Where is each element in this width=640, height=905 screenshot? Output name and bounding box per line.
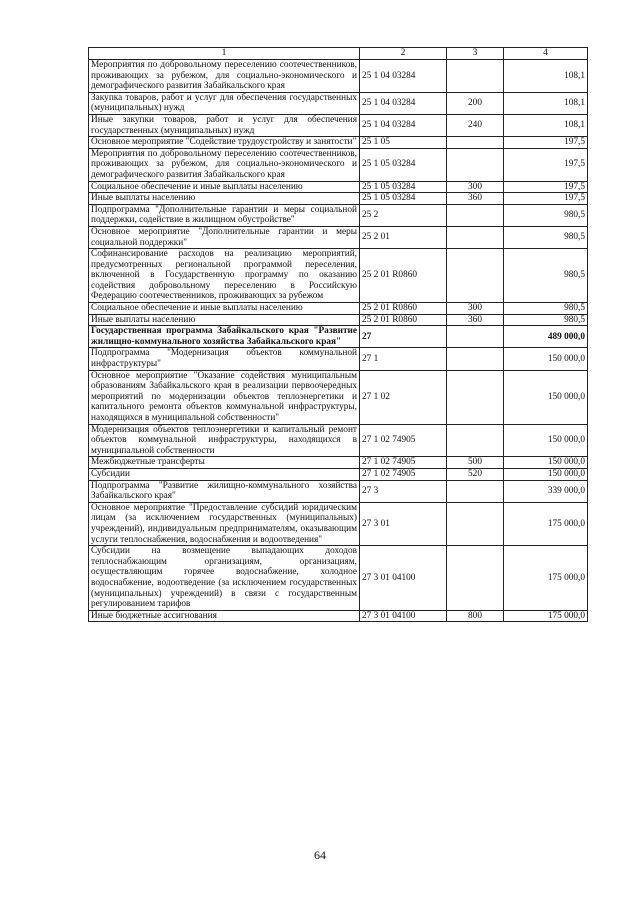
row-sum-cell: 150 000,0 [504, 424, 588, 457]
row-expense-type-cell [447, 148, 504, 181]
row-name-cell: Подпрограмма "Дополнительные гарантии и меры социальной поддержки, содействие в жилищном обустройстве" [89, 204, 360, 226]
table-row [89, 348, 588, 370]
row-expense-type-cell: 300 [447, 181, 504, 193]
row-expense-type-cell [447, 326, 504, 348]
row-name-cell: Иные выплаты населению [89, 314, 360, 326]
table-row [89, 249, 588, 303]
row-expense-type-cell [447, 249, 504, 303]
row-code-cell: 25 2 01 R0860 [360, 314, 447, 326]
row-expense-type-cell [447, 348, 504, 370]
row-sum-cell: 489 000,0 [504, 326, 588, 348]
row-expense-type-cell [447, 502, 504, 545]
table-row [89, 181, 588, 193]
row-sum-cell: 108,1 [504, 60, 588, 93]
header-col-2: 2 [360, 48, 447, 60]
row-expense-type-cell: 360 [447, 193, 504, 205]
row-expense-type-cell: 520 [447, 468, 504, 480]
table-row [89, 226, 588, 248]
row-expense-type-cell: 800 [447, 610, 504, 622]
row-code-cell: 27 1 [360, 348, 447, 370]
row-expense-type-cell [447, 546, 504, 611]
row-name-cell: Иные бюджетные ассигнования [89, 610, 360, 622]
row-code-cell: 25 1 04 03284 [360, 60, 447, 93]
row-name-cell: Модернизация объектов теплоэнергетики и капитальный ремонт объектов коммунальной инфраструктуры, находящихся в муниципальной собственности [89, 424, 360, 457]
table-row [89, 370, 588, 424]
table-row [89, 468, 588, 480]
row-sum-cell: 150 000,0 [504, 348, 588, 370]
table-row [89, 148, 588, 181]
row-name-cell: Софинансирование расходов на реализацию мероприятий, предусмотренных региональной программой переселения, включенной в Государственную программу по оказанию содействия добровольному переселению в Российскую Федерацию соотечественников, проживающих за рубежом [89, 249, 360, 303]
row-expense-type-cell [447, 60, 504, 93]
row-expense-type-cell [447, 424, 504, 457]
row-expense-type-cell: 500 [447, 457, 504, 469]
row-name-cell: Мероприятия по добровольному переселению соотечественников, проживающих за рубежом, для социально-экономического и демографического развития Забайкальского края [89, 148, 360, 181]
row-name-cell: Основное мероприятие "Содействие трудоустройству и занятости" [89, 137, 360, 149]
row-expense-type-cell [447, 226, 504, 248]
row-sum-cell: 197,5 [504, 137, 588, 149]
table-row [89, 610, 588, 622]
row-name-cell: Мероприятия по добровольному переселению соотечественников, проживающих за рубежом, для социально-экономического и демографического развития Забайкальского края [89, 60, 360, 93]
row-name-cell: Подпрограмма "Развитие жилищно-коммунального хозяйства Забайкальского края" [89, 480, 360, 502]
row-sum-cell: 980,5 [504, 249, 588, 303]
table-header-row [89, 48, 588, 60]
row-sum-cell: 980,5 [504, 204, 588, 226]
row-code-cell: 27 3 01 04100 [360, 610, 447, 622]
row-name-cell: Субсидии на возмещение выпадающих доходов теплоснабжающим организациям, организациям, осуществляющим горячее водоснабжение, холодное водоснабжение, водоотведение (за исключением государственных (муниципальных) учреждений) в связи с государственным регулированием тарифов [89, 546, 360, 611]
row-code-cell: 27 1 02 74905 [360, 468, 447, 480]
row-sum-cell: 197,5 [504, 148, 588, 181]
table-row [89, 193, 588, 205]
header-col-3: 3 [447, 48, 504, 60]
table-row [89, 480, 588, 502]
table-row [89, 303, 588, 315]
row-code-cell: 25 2 01 R0860 [360, 249, 447, 303]
row-name-cell: Иные выплаты населению [89, 193, 360, 205]
row-expense-type-cell [447, 370, 504, 424]
table-row [89, 546, 588, 611]
row-code-cell: 25 2 01 [360, 226, 447, 248]
page-number: 64 [314, 848, 326, 862]
row-sum-cell: 197,5 [504, 193, 588, 205]
row-name-cell: Социальное обеспечение и иные выплаты населению [89, 181, 360, 193]
row-expense-type-cell: 240 [447, 114, 504, 136]
row-name-cell: Закупка товаров, работ и услуг для обеспечения государственных (муниципальных) нужд [89, 92, 360, 114]
row-code-cell: 25 2 [360, 204, 447, 226]
table-body [89, 48, 588, 622]
row-sum-cell: 175 000,0 [504, 610, 588, 622]
row-sum-cell: 150 000,0 [504, 370, 588, 424]
row-name-cell: Иные закупки товаров, работ и услуг для обеспечения государственных (муниципальных) нужд [89, 114, 360, 136]
row-name-cell: Межбюджетные трансферты [89, 457, 360, 469]
row-name-cell: Государственная программа Забайкальского края "Развитие жилищно-коммунального хозяйства Забайкальского края" [89, 326, 360, 348]
row-code-cell: 25 1 04 03284 [360, 92, 447, 114]
budget-table [88, 47, 588, 622]
row-code-cell: 27 1 02 74905 [360, 424, 447, 457]
row-sum-cell: 108,1 [504, 114, 588, 136]
row-sum-cell: 197,5 [504, 181, 588, 193]
row-sum-cell: 108,1 [504, 92, 588, 114]
row-code-cell: 25 1 05 03284 [360, 148, 447, 181]
header-col-1: 1 [89, 48, 360, 60]
table-row [89, 502, 588, 545]
row-expense-type-cell: 360 [447, 314, 504, 326]
row-sum-cell: 150 000,0 [504, 468, 588, 480]
row-expense-type-cell [447, 137, 504, 149]
row-name-cell: Социальное обеспечение и иные выплаты населению [89, 303, 360, 315]
row-sum-cell: 175 000,0 [504, 502, 588, 545]
table-row [89, 92, 588, 114]
table-row [89, 204, 588, 226]
row-name-cell: Подпрограмма "Модернизация объектов коммунальной инфраструктуры" [89, 348, 360, 370]
table-row [89, 60, 588, 93]
table-row [89, 114, 588, 136]
row-sum-cell: 339 000,0 [504, 480, 588, 502]
row-name-cell: Субсидии [89, 468, 360, 480]
row-code-cell: 27 3 01 04100 [360, 546, 447, 611]
row-sum-cell: 980,5 [504, 226, 588, 248]
table-row [89, 424, 588, 457]
row-expense-type-cell [447, 204, 504, 226]
row-code-cell: 25 1 05 03284 [360, 181, 447, 193]
row-code-cell: 27 3 [360, 480, 447, 502]
row-expense-type-cell: 200 [447, 92, 504, 114]
row-name-cell: Основное мероприятие "Дополнительные гарантии и меры социальной поддержки" [89, 226, 360, 248]
row-sum-cell: 980,5 [504, 314, 588, 326]
row-expense-type-cell: 300 [447, 303, 504, 315]
row-sum-cell: 150 000,0 [504, 457, 588, 469]
row-sum-cell: 980,5 [504, 303, 588, 315]
row-code-cell: 27 3 01 [360, 502, 447, 545]
table-row [89, 326, 588, 348]
row-name-cell: Основное мероприятие "Предоставление субсидий юридическим лицам (за исключением государственных (муниципальных) учреждений), индивидуальным предпринимателям, оказывающим услуги теплоснабжения, водоснабжения и водоотведения" [89, 502, 360, 545]
row-code-cell: 25 1 04 03284 [360, 114, 447, 136]
row-code-cell: 27 [360, 326, 447, 348]
table-row [89, 137, 588, 149]
header-col-4: 4 [504, 48, 588, 60]
row-code-cell: 25 1 05 03284 [360, 193, 447, 205]
row-expense-type-cell [447, 480, 504, 502]
table-row [89, 314, 588, 326]
row-sum-cell: 175 000,0 [504, 546, 588, 611]
row-code-cell: 25 2 01 R0860 [360, 303, 447, 315]
row-code-cell: 25 1 05 [360, 137, 447, 149]
row-name-cell: Основное мероприятие "Оказание содействия муниципальным образованиям Забайкальского края в реализации первоочередных мероприятий по модернизации объектов теплоэнергетики и капитального ремонта объектов коммунальной инфраструктуры, находящихся в муниципальной собственности" [89, 370, 360, 424]
table-row [89, 457, 588, 469]
row-code-cell: 27 1 02 74905 [360, 457, 447, 469]
row-code-cell: 27 1 02 [360, 370, 447, 424]
